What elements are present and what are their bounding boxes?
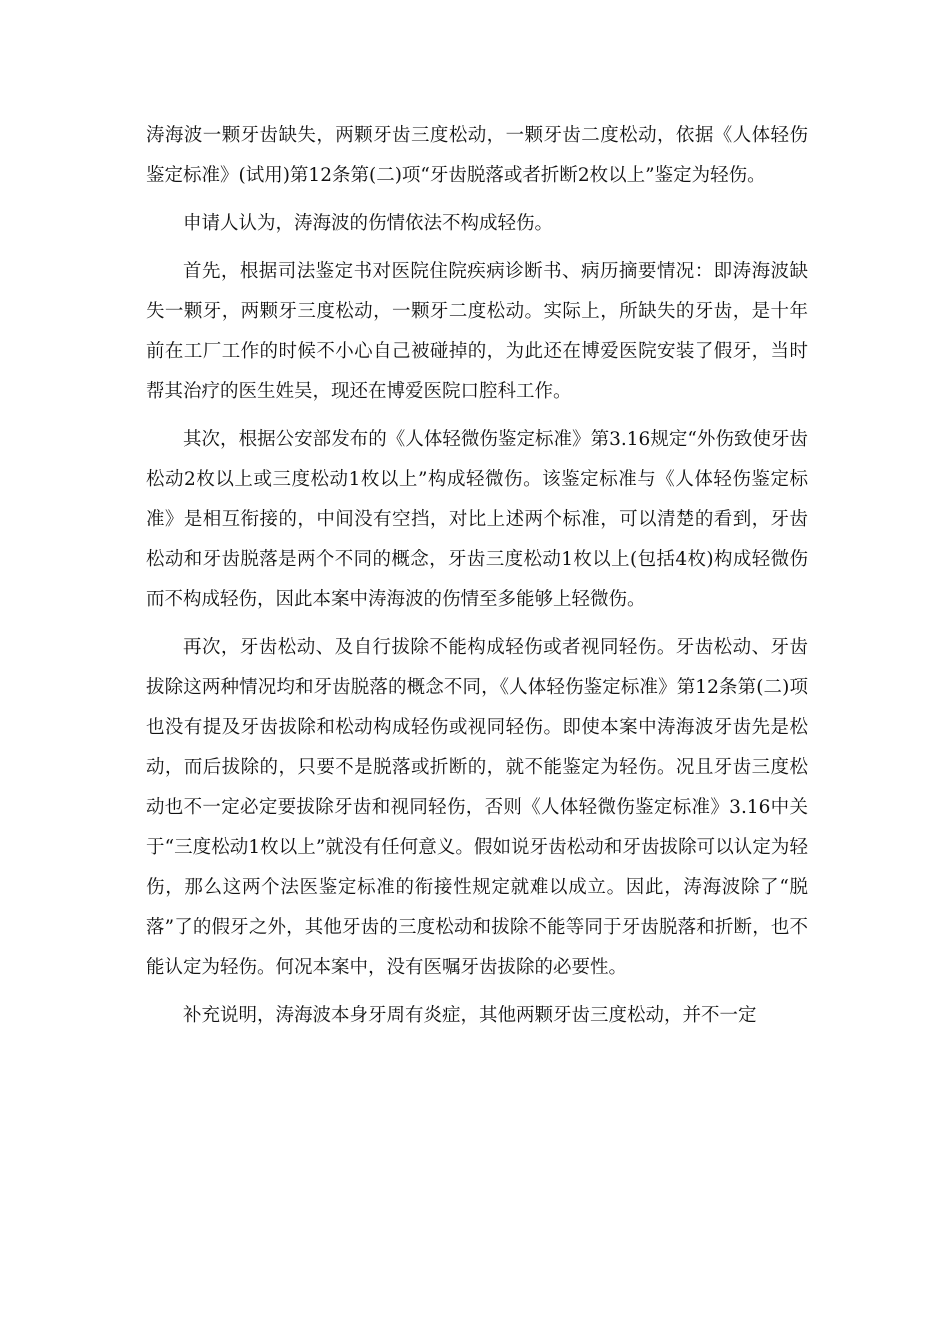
paragraph-second-argument: 其次，根据公安部发布的《人体轻微伤鉴定标准》第3.16规定“外伤致使牙齿松动2枚以上或三度松动1枚以上”构成轻微伤。该鉴定标准与《人体轻伤鉴定标准》是相互衔接的，中间没有空挡，对比上述两个标准，可以清楚的看到，牙齿松动和牙齿脱落是两个不同的概念，牙齿三度松动1枚以上(包括4枚)构成轻微伤而不构成轻伤，因此本案中涛海波的伤情至多能够上轻微伤。 — [146, 429, 808, 610]
paragraph-first-argument: 首先，根据司法鉴定书对医院住院疾病诊断书、病历摘要情况：即涛海波缺失一颗牙，两颗牙三度松动，一颗牙二度松动。实际上，所缺失的牙齿，是十年前在工厂工作的时候不小心自己被碰掉的，为此还在博爱医院安装了假牙，当时帮其治疗的医生姓吴，现还在博爱医院口腔科工作。 — [146, 261, 808, 402]
paragraph-claim: 申请人认为，涛海波的伤情依法不构成轻伤。 — [183, 213, 554, 234]
document-page — [146, 116, 808, 1044]
paragraph-supplement: 补充说明，涛海波本身牙周有炎症，其他两颗牙齿三度松动，并不一定 — [183, 1005, 757, 1026]
paragraph-third-argument: 再次，牙齿松动、及自行拔除不能构成轻伤或者视同轻伤。牙齿松动、牙齿拔除这两种情况均和牙齿脱落的概念不同，《人体轻伤鉴定标准》第12条第(二)项也没有提及牙齿拔除和松动构成轻伤或视同轻伤。即使本案中涛海波牙齿先是松动，而后拔除的，只要不是脱落或折断的，就不能鉴定为轻伤。况且牙齿三度松动也不一定必定要拔除牙齿和视同轻伤，否则《人体轻微伤鉴定标准》3.16中关于“三度松动1枚以上”就没有任何意义。假如说牙齿松动和牙齿拔除可以认定为轻伤，那么这两个法医鉴定标准的衔接性规定就难以成立。因此，涛海波除了“脱落”了的假牙之外，其他牙齿的三度松动和拔除不能等同于牙齿脱落和折断，也不能认定为轻伤。何况本案中，没有医嘱牙齿拔除的必要性。 — [146, 637, 808, 978]
paragraph-continuation: 涛海波一颗牙齿缺失，两颗牙齿三度松动，一颗牙齿二度松动，依据《人体轻伤鉴定标准》(试用)第12条第(二)项“牙齿脱落或者折断2枚以上”鉴定为轻伤。 — [146, 125, 808, 186]
